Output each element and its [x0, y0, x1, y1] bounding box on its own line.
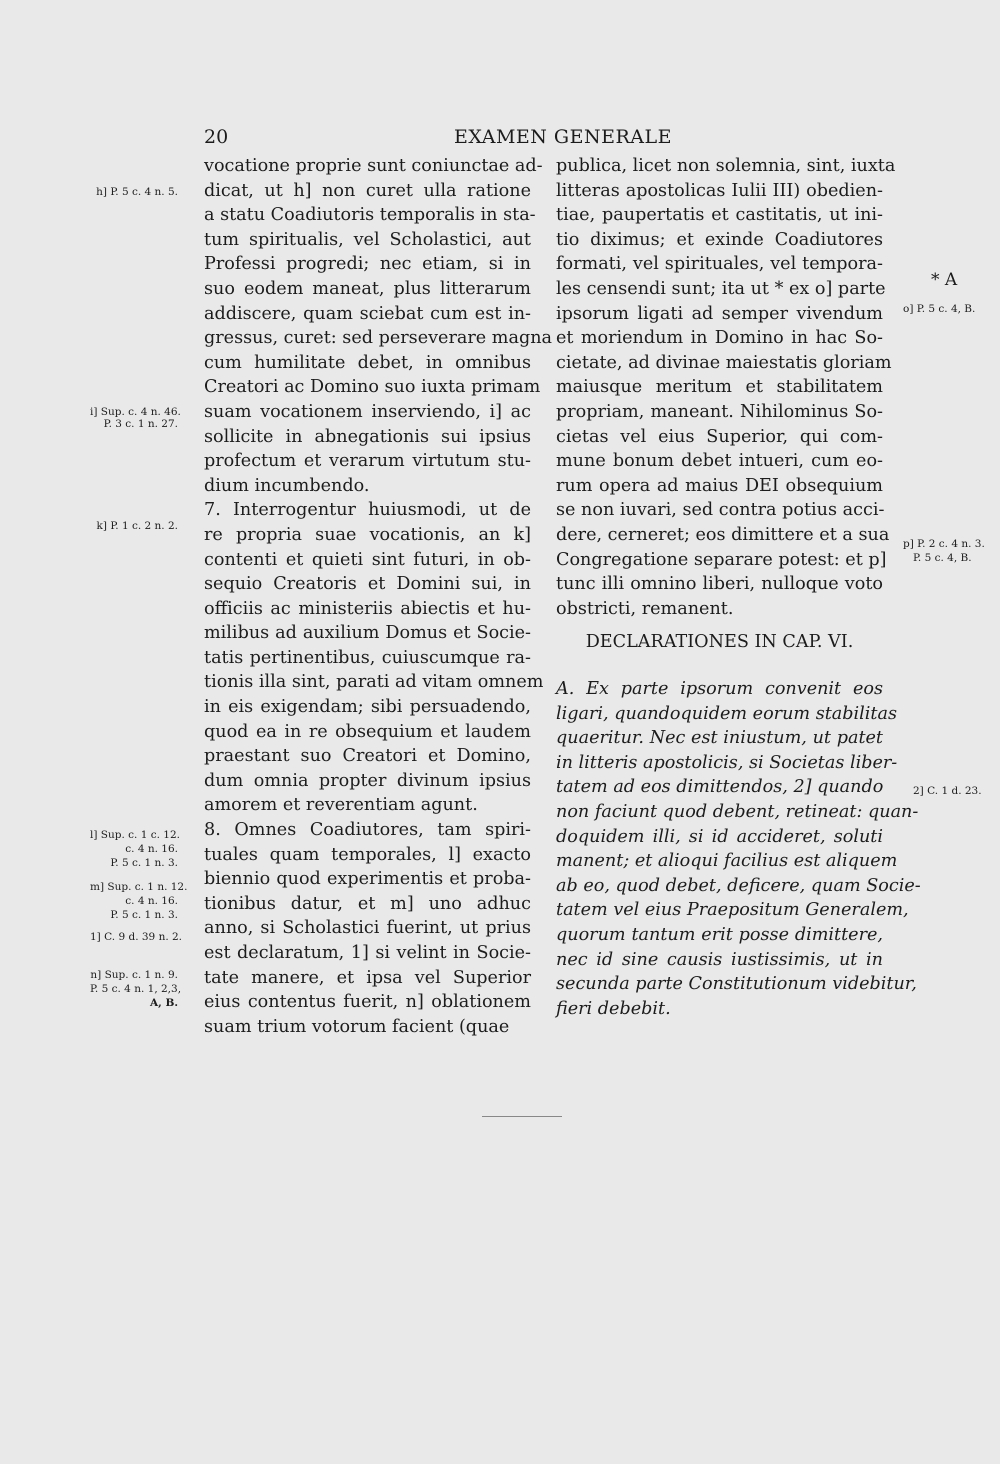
- margin-note-l-2: c. 4 n. 16.: [125, 843, 178, 855]
- text-line: profectum et verarum virtutum stu-: [204, 451, 531, 472]
- text-line: manent; et alioqui facilius est aliquem: [556, 851, 898, 872]
- margin-note-m-3: P. 5 c. 1 n. 3.: [110, 909, 178, 921]
- margin-note-p-1: p] P. 2 c. 4 n. 3.: [903, 538, 985, 550]
- text-line: tatem ad eos dimittendos, 2] quando: [556, 777, 884, 798]
- margin-note-m-1: m] Sup. c. 1 n. 12.: [90, 881, 188, 893]
- text-line: dere, cerneret; eos dimittere et a sua: [556, 524, 890, 545]
- text-line: les censendi sunt; ita ut * ex o] parte: [556, 278, 886, 299]
- margin-note-1: 1] C. 9 d. 39 n. 2.: [90, 931, 183, 943]
- margin-note-2: 2] C. 1 d. 23.: [913, 785, 982, 797]
- text-line: ab eo, quod debet, deficere, quam Socie-: [556, 875, 921, 896]
- text-line: addiscere, quam sciebat cum est in-: [204, 303, 531, 324]
- margin-note-n-1: n] Sup. c. 1 n. 9.: [90, 969, 178, 981]
- text-line: litteras apostolicas Iulii III) obedien-: [556, 180, 883, 201]
- text-line: quaeritur. Nec est iniustum, ut patet: [556, 728, 883, 749]
- text-line: et moriendum in Domino in hac So-: [556, 328, 883, 349]
- text-line: maiusque meritum et stabilitatem: [556, 377, 883, 398]
- text-line: tatem vel eius Praepositum Generalem,: [556, 900, 909, 921]
- text-line: tunc illi omnino liberi, nulloque voto: [556, 574, 883, 595]
- section-rule: [482, 1116, 562, 1117]
- text-line: non faciunt quod debent, retineat: quan-: [556, 801, 919, 822]
- margin-note-k: k] P. 1 c. 2 n. 2.: [96, 520, 178, 532]
- text-line: quod ea in re obsequium et laudem: [204, 721, 531, 742]
- text-line: sollicite in abnegationis sui ipsius: [204, 426, 531, 447]
- margin-note-h: h] P. 5 c. 4 n. 5.: [96, 186, 178, 198]
- text-line: vocatione proprie sunt coniunctae ad-: [204, 156, 543, 176]
- text-line: officiis ac ministeriis abiectis et hu-: [204, 598, 531, 619]
- right-text-column: [556, 154, 896, 621]
- text-line: tionis illa sint, parati ad vitam omnem: [204, 672, 544, 693]
- page-number: 20: [204, 126, 229, 148]
- text-line: cietas vel eius Superior, qui com-: [556, 426, 883, 447]
- text-line: mune bonum debet intueri, cum eo-: [556, 451, 883, 472]
- text-line: dium incumbendo.: [204, 475, 370, 496]
- margin-note-i-2: P. 3 c. 1 n. 27.: [103, 418, 178, 430]
- text-line: dum omnia propter divinum ipsius: [204, 770, 531, 791]
- text-line: ligari, quandoquidem eorum stabilitas: [556, 703, 898, 724]
- text-line: Professi progredi; nec etiam, si in: [204, 254, 531, 275]
- text-line: amorem et reverentiam agunt.: [204, 795, 478, 816]
- margin-note-i-1: i] Sup. c. 4 n. 46.: [90, 406, 181, 418]
- text-line: ipsorum ligati ad semper vivendum: [556, 303, 883, 324]
- text-line: contenti et quieti sint futuri, in ob-: [204, 549, 531, 570]
- text-line: anno, si Scholastici fuerint, ut prius: [204, 918, 531, 939]
- text-line: quorum tantum erit posse dimittere,: [556, 924, 883, 945]
- text-line: praestant suo Creatori et Domino,: [204, 746, 531, 767]
- left-text-column: [204, 154, 553, 1039]
- text-line: se non iuvari, sed contra potius acci-: [556, 500, 885, 521]
- text-line: doquidem illi, si id accideret, soluti: [556, 826, 883, 847]
- text-line: publica, licet non solemnia, sint, iuxta: [556, 156, 896, 176]
- text-line: cum humilitate debet, in omnibus: [204, 352, 531, 373]
- text-line: suam vocationem inserviendo, i] ac: [204, 401, 531, 422]
- text-line: nec id sine causis iustissimis, ut in: [556, 949, 883, 970]
- text-line: cietate, ad divinae maiestatis gloriam: [556, 352, 892, 373]
- text-line: re propria suae vocationis, an k]: [204, 524, 531, 545]
- text-line: biennio quod experimentis et proba-: [204, 869, 531, 890]
- margin-marker-star-a: * A: [931, 270, 958, 290]
- margin-note-n-3: A, B.: [150, 997, 178, 1009]
- margin-note-l-1: l] Sup. c. 1 c. 12.: [90, 829, 180, 841]
- declarations-heading: DECLARATIONES IN CAP. VI.: [585, 632, 854, 652]
- margin-note-p-2: P. 5 c. 4, B.: [913, 552, 972, 564]
- text-line: formati, vel spirituales, vel tempora-: [556, 254, 883, 275]
- text-line: tate manere, et ipsa vel Superior: [204, 967, 531, 988]
- margin-note-n-2: P. 5 c. 4 n. 1, 2,3,: [90, 983, 182, 995]
- running-head: EXAMEN GENERALE: [454, 126, 672, 148]
- text-line: gressus, curet: sed perseverare magna: [204, 328, 553, 349]
- declarations-body: [556, 677, 921, 1021]
- text-line: in eis exigendam; sibi persuadendo,: [204, 697, 531, 718]
- text-line: propriam, maneant. Nihilominus So-: [556, 401, 883, 422]
- text-line: obstricti, remanent.: [556, 598, 734, 619]
- text-line: eius contentus fuerit, n] oblationem: [204, 992, 531, 1013]
- text-line: suo eodem maneat, plus litterarum: [204, 278, 531, 299]
- text-line: in litteris apostolicis, si Societas liber-: [556, 752, 898, 773]
- text-line: rum opera ad maius DEI obsequium: [556, 475, 883, 496]
- text-line: 7. Interrogentur huiusmodi, ut de: [204, 500, 531, 521]
- text-line: A. Ex parte ipsorum convenit eos: [556, 679, 883, 699]
- text-line: tiae, paupertatis et castitatis, ut ini-: [556, 205, 883, 226]
- text-line: secunda parte Constitutionum videbitur,: [556, 974, 917, 995]
- text-line: est declaratum, 1] si velint in Socie-: [204, 943, 531, 963]
- text-line: sequio Creatoris et Domini sui, in: [204, 574, 531, 595]
- text-line: tum spiritualis, vel Scholastici, aut: [204, 229, 531, 250]
- text-line: dicat, ut h] non curet ulla ratione: [204, 180, 531, 201]
- margin-note-o: o] P. 5 c. 4, B.: [903, 303, 976, 315]
- text-line: tionibus datur, et m] uno adhuc: [204, 893, 531, 914]
- text-line: suam trium votorum facient (quae: [204, 1016, 510, 1037]
- margin-note-m-2: c. 4 n. 16.: [125, 895, 178, 907]
- text-line: a statu Coadiutoris temporalis in sta-: [204, 205, 536, 226]
- text-line: fieri debebit.: [556, 998, 671, 1019]
- text-line: Congregatione separare potest: et p]: [556, 549, 887, 570]
- text-line: 8. Omnes Coadiutores, tam spiri-: [204, 820, 531, 841]
- text-line: Creatori ac Domino suo iuxta primam: [204, 377, 541, 398]
- margin-note-l-3: P. 5 c. 1 n. 3.: [110, 857, 178, 869]
- text-line: milibus ad auxilium Domus et Socie-: [204, 623, 531, 644]
- text-line: tuales quam temporales, l] exacto: [204, 844, 531, 865]
- text-line: tio diximus; et exinde Coadiutores: [556, 229, 883, 250]
- text-line: tatis pertinentibus, cuiuscumque ra-: [204, 647, 531, 668]
